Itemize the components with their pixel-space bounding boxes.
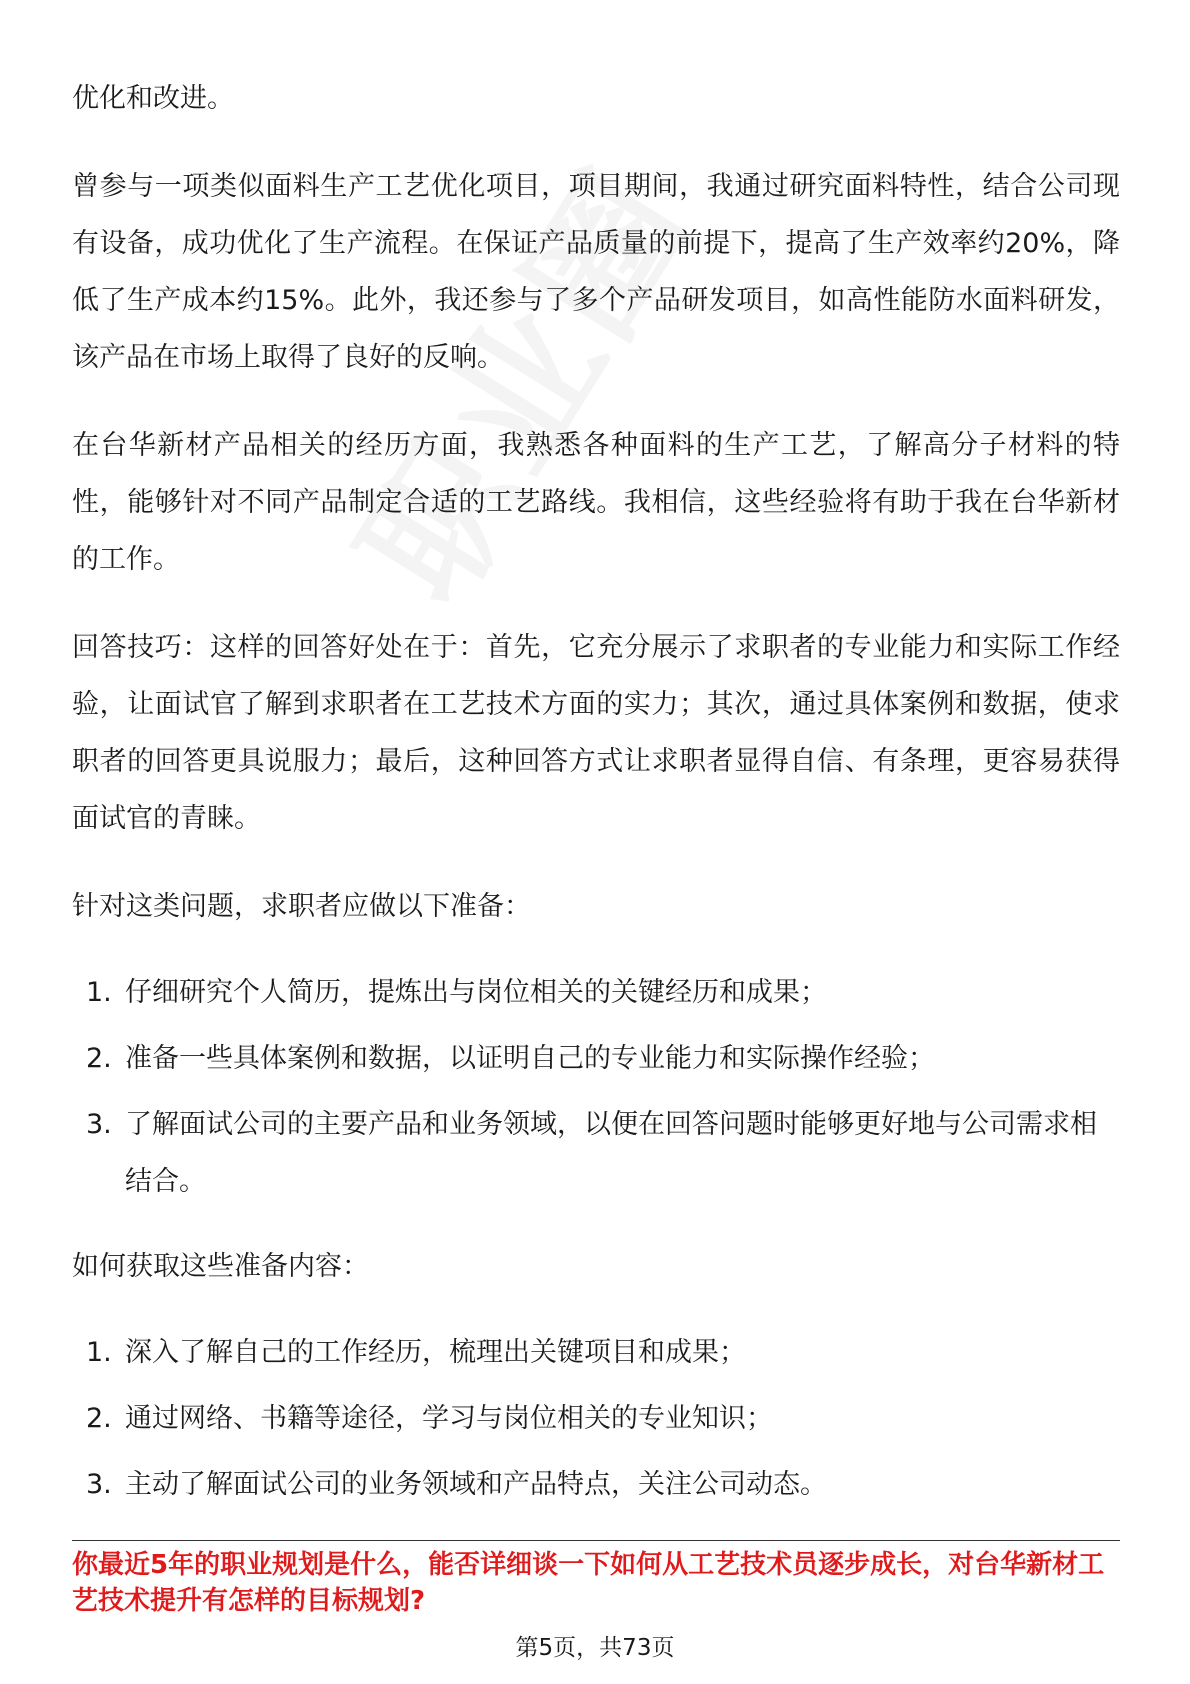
list-item — [72, 964, 1120, 1021]
paragraph-obtain-intro: 如何获取这些准备内容： — [72, 1251, 369, 1282]
paragraph-project-experience: 曾参与一项类似面料生产工艺优化项目，项目期间，我通过研究面料特性，结合公司现有设备，成功优化了生产流程。在保证产品质量的前提下，提高了生产效率约20%，降低了生产成本约15%。此外，我还参与了多个产品研发项目，如高性能防水面料研发，该产品在市场上取得了良好的反响。 — [72, 171, 1120, 373]
paragraph-answer-tips: 回答技巧：这样的回答好处在于：首先，它充分展示了求职者的专业能力和实际工作经验，让面试官了解到求职者在工艺技术方面的实力；其次，通过具体案例和数据，使求职者的回答更具说服力；最后，这种回答方式让求职者显得自信、有条理，更容易获得面试官的青睐。 — [72, 632, 1120, 834]
list-number: 2. — [86, 1043, 112, 1074]
list-item-text: 深入了解自己的工作经历，梳理出关键项目和成果； — [125, 1337, 746, 1368]
list-item-text: 通过网络、书籍等途径，学习与岗位相关的专业知识； — [125, 1403, 773, 1434]
section-divider — [72, 1540, 1120, 1541]
list-item — [72, 1456, 1120, 1513]
list-number: 3. — [86, 1469, 112, 1500]
obtain-list — [72, 1324, 1120, 1513]
list-item — [72, 1030, 1120, 1087]
page-number: 第5页，共73页 — [515, 1635, 675, 1661]
preparation-list — [72, 964, 1120, 1210]
next-question-heading: 你最近5年的职业规划是什么，能否详细谈一下如何从工艺技术员逐步成长，对台华新材工艺技术提升有怎样的目标规划? — [72, 1550, 1105, 1616]
list-number: 3. — [86, 1109, 112, 1140]
list-item-text: 了解面试公司的主要产品和业务领域，以便在回答问题时能够更好地与公司需求相结合。 — [125, 1109, 1097, 1197]
list-item — [72, 1390, 1120, 1447]
paragraph-related-experience: 在台华新材产品相关的经历方面，我熟悉各种面料的生产工艺，了解高分子材料的特性，能够针对不同产品制定合适的工艺路线。我相信，这些经验将有助于我在台华新材的工作。 — [72, 430, 1120, 575]
list-item — [72, 1324, 1120, 1381]
list-number: 1. — [86, 977, 112, 1008]
paragraph-preparation-intro: 针对这类问题，求职者应做以下准备： — [72, 891, 531, 922]
list-number: 2. — [86, 1403, 112, 1434]
list-item-text: 仔细研究个人简历，提炼出与岗位相关的关键经历和成果； — [125, 977, 827, 1008]
list-item — [72, 1096, 1120, 1210]
paragraph-continuation: 优化和改进。 — [72, 83, 234, 114]
list-item-text: 准备一些具体案例和数据，以证明自己的专业能力和实际操作经验； — [125, 1043, 935, 1074]
list-number: 1. — [86, 1337, 112, 1368]
list-item-text: 主动了解面试公司的业务领域和产品特点，关注公司动态。 — [125, 1469, 827, 1500]
document-body — [72, 70, 1120, 1522]
